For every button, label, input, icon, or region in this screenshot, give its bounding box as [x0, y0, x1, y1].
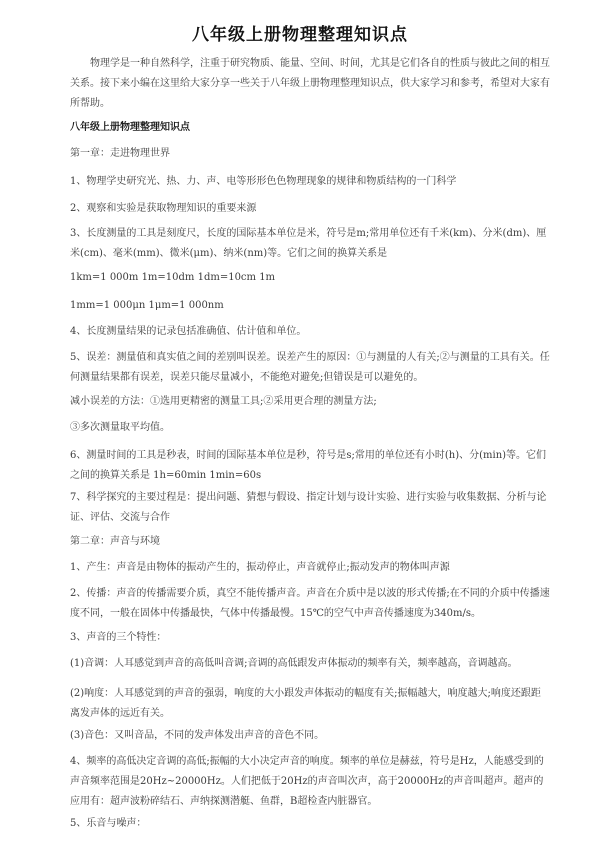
- paragraph-7: 7、科学探究的主要过程是：提出问题、猜想与假设、指定计划与设计实验、进行实验与收集数据、分析与论证、评估、交流与合作: [70, 492, 547, 523]
- chapter-2-paragraph-1: 1、产生：声音是由物体的振动产生的，振动停止，声音就停止;振动发声的物体叫声源: [70, 562, 450, 573]
- chapter-2-paragraph-3b: (2)响度：人耳感觉到的声音的强弱，响度的大小跟发声体振动的幅度有关;振幅越大，响度越大;响度还跟距离发声体的远近有关。: [70, 688, 541, 719]
- intro-paragraph: 物理学是一种自然科学，注重于研究物质、能量、空间、时间，尤其是它们各自的性质与彼此之间的相互关系。接下来小编在这里给大家分享一些关于八年级上册物理整理知识点，供大家学习和参考，希望对大家有所帮助。: [70, 58, 550, 109]
- formula-1: 1km=1 000m 1m=10dm 1dm=10cm 1m: [70, 272, 276, 283]
- chapter-2-paragraph-5: 5、乐音与噪声：: [70, 818, 147, 829]
- paragraph-6: 6、测量时间的工具是秒表，时间的国际基本单位是秒，符号是s;常用的单位还有小时(h)、分(min)等。它们之间的换算关系是 1h=60min 1min=60s: [70, 450, 547, 481]
- paragraph-5: 5、误差：测量值和真实值之间的差别叫误差。误差产生的原因：①与测量的人有关;②与测量的工具有关。任何测量结果都有误差，误差只能尽量减小，不能绝对避免;但错误是可以避免的。: [70, 352, 550, 383]
- section-heading: 八年级上册物理整理知识点: [70, 122, 190, 133]
- chapter-2-paragraph-3c: (3)音色：又叫音品，不同的发声体发出声音的音色不同。: [70, 730, 325, 741]
- paragraph-5c: ③多次测量取平均值。: [70, 422, 170, 433]
- paragraph-3: 3、长度测量的工具是刻度尺，长度的国际基本单位是米，符号是m;常用单位还有千米(km)、分米(dm)、厘米(cm)、毫米(mm)、微米(μm)、纳米(nm)等。它们之间的换算关系是: [70, 228, 547, 259]
- paragraph-2: 2、观察和实验是获取物理知识的重要来源: [70, 203, 257, 214]
- chapter-2-paragraph-3: 3、声音的三个特性：: [70, 632, 167, 643]
- chapter-1-title: 第一章：走进物理世界: [70, 148, 170, 159]
- chapter-2-title: 第二章：声音与环境: [70, 536, 160, 547]
- chapter-2-paragraph-2: 2、传播：声音的传播需要介质，真空不能传播声音。声音在介质中是以波的形式传播;在不同的介质中传播速度不同，一般在固体中传播最快，气体中传播最慢。15℃的空气中声音传播速度为340m/s。: [70, 588, 550, 619]
- formula-2: 1mm=1 000μn 1μm=1 000nm: [70, 300, 224, 311]
- paragraph-5b: 减小误差的方法：①选用更精密的测量工具;②采用更合理的测量方法;: [70, 396, 377, 407]
- chapter-2-paragraph-4: 4、频率的高低决定音调的高低;振幅的大小决定声音的响度。频率的单位是赫兹，符号是Hz，人能感受到的声音频率范围是20Hz~20000Hz。人们把低于20Hz的声音叫次声，高于20000Hz的声音叫超声。超声的应用有：超声波粉碎结石、声纳探测潜艇、鱼群，B超检查内脏器官。: [70, 756, 544, 807]
- document-title: 八年级上册物理整理知识点: [192, 25, 408, 45]
- chapter-2-paragraph-3a: (1)音调：人耳感觉到声音的高低叫音调;音调的高低跟发声体振动的频率有关，频率越高，音调越高。: [70, 658, 518, 669]
- paragraph-1: 1、物理学史研究光、热、力、声、电等形形色色物理现象的规律和物质结构的一门科学: [70, 176, 457, 187]
- paragraph-4: 4、长度测量结果的记录包括准确值、估计值和单位。: [70, 326, 307, 337]
